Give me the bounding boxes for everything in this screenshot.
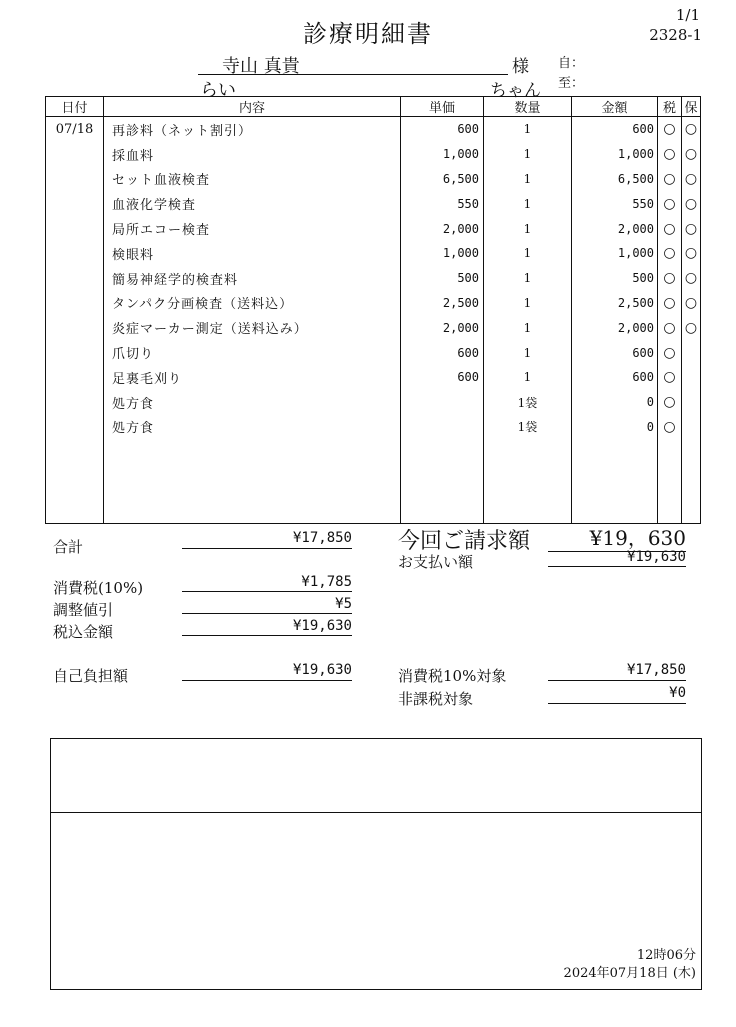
- nontax-label: 非課税対象: [398, 690, 474, 708]
- table-row: [46, 315, 701, 340]
- row-price: 2,500: [401, 291, 484, 316]
- row-amount: 1,000: [572, 142, 658, 167]
- table-row: [46, 291, 701, 316]
- row-ins-mark: ○: [682, 191, 701, 216]
- row-tax-mark: ○: [658, 142, 682, 167]
- row-qty: 1: [484, 315, 572, 340]
- owner-name-underline: [198, 74, 508, 75]
- row-price: 1,000: [401, 142, 484, 167]
- row-ins-mark: ○: [682, 266, 701, 291]
- row-date: [46, 415, 104, 440]
- issue-time: 12時06分: [636, 948, 696, 963]
- billed-label: 今回ご請求額: [398, 529, 531, 554]
- row-qty: 1: [484, 340, 572, 365]
- row-qty: 1: [484, 216, 572, 241]
- table-row: [46, 340, 701, 365]
- row-date: [46, 291, 104, 316]
- row-amount: 6,500: [572, 167, 658, 192]
- header-ins: 保: [682, 97, 701, 117]
- row-amount: 500: [572, 266, 658, 291]
- notes-divider: [50, 812, 702, 813]
- document-number: 2328-1: [649, 26, 702, 44]
- row-date: [46, 390, 104, 415]
- tax-value: ¥1,785: [182, 574, 352, 592]
- nontax-value: ¥0: [548, 685, 686, 704]
- row-amount: 2,500: [572, 291, 658, 316]
- row-qty: 1: [484, 117, 572, 142]
- table-row: [46, 415, 701, 440]
- owner-suffix: 様: [512, 57, 529, 77]
- row-price: [401, 415, 484, 440]
- table-row: [46, 191, 701, 216]
- row-price: 2,000: [401, 216, 484, 241]
- row-qty: 1: [484, 365, 572, 390]
- row-date: [46, 315, 104, 340]
- row-price: 550: [401, 191, 484, 216]
- subtotal-value: ¥17,850: [182, 530, 352, 549]
- table-row: [46, 241, 701, 266]
- table-row: [46, 390, 701, 415]
- row-amount: 550: [572, 191, 658, 216]
- row-amount: 600: [572, 117, 658, 142]
- row-desc: 局所エコー検査: [104, 216, 401, 241]
- taxable-value: ¥17,850: [548, 662, 686, 681]
- row-ins-mark: [682, 340, 701, 365]
- owner-name: 寺山 真貴: [222, 56, 300, 77]
- payment-value: ¥19,630: [548, 549, 686, 567]
- row-amount: 2,000: [572, 315, 658, 340]
- row-date: [46, 365, 104, 390]
- row-price: 2,000: [401, 315, 484, 340]
- row-desc: 足裏毛刈り: [104, 365, 401, 390]
- page-number: 1/1: [675, 6, 700, 24]
- row-date: [46, 167, 104, 192]
- row-amount: 1,000: [572, 241, 658, 266]
- row-amount: 0: [572, 415, 658, 440]
- row-tax-mark: ○: [658, 415, 682, 440]
- row-qty: 1袋: [484, 390, 572, 415]
- row-date: [46, 142, 104, 167]
- row-desc: 炎症マーカー測定（送料込み）: [104, 315, 401, 340]
- row-tax-mark: ○: [658, 291, 682, 316]
- row-qty: 1袋: [484, 415, 572, 440]
- taxable-label: 消費税10%対象: [398, 667, 507, 685]
- table-row: [46, 365, 701, 390]
- row-desc: 処方食: [104, 390, 401, 415]
- document-title: 診療明細書: [303, 20, 433, 48]
- row-date: [46, 340, 104, 365]
- filler-cell: [572, 439, 658, 524]
- adjust-label: 調整値引: [53, 601, 114, 619]
- row-date: [46, 216, 104, 241]
- row-date: 07/18: [46, 117, 104, 142]
- row-ins-mark: ○: [682, 167, 701, 192]
- row-ins-mark: [682, 415, 701, 440]
- row-amount: 0: [572, 390, 658, 415]
- filler-cell: [484, 439, 572, 524]
- row-ins-mark: [682, 365, 701, 390]
- filler-cell: [658, 439, 682, 524]
- row-price: 1,000: [401, 241, 484, 266]
- row-date: [46, 241, 104, 266]
- row-date: [46, 191, 104, 216]
- copay-value: ¥19,630: [182, 662, 352, 681]
- row-tax-mark: ○: [658, 340, 682, 365]
- row-ins-mark: ○: [682, 315, 701, 340]
- header-price: 単価: [401, 97, 484, 117]
- table-row: [46, 266, 701, 291]
- copay-label: 自己負担額: [53, 667, 129, 685]
- row-desc: 処方食: [104, 415, 401, 440]
- row-desc: 再診料（ネット割引）: [104, 117, 401, 142]
- period-to-label: 至：: [558, 76, 585, 91]
- filler-cell: [401, 439, 484, 524]
- row-ins-mark: ○: [682, 216, 701, 241]
- row-desc: 採血料: [104, 142, 401, 167]
- adjust-value: ¥5: [182, 596, 352, 614]
- row-price: 600: [401, 340, 484, 365]
- row-tax-mark: ○: [658, 390, 682, 415]
- subtotal-label: 合計: [53, 538, 84, 556]
- header-amount: 金額: [572, 97, 658, 117]
- row-qty: 1: [484, 241, 572, 266]
- table-header-row: [46, 97, 701, 117]
- row-desc: タンパク分画検査（送料込）: [104, 291, 401, 316]
- issue-date: 2024年07月18日 (木): [563, 966, 696, 981]
- row-tax-mark: ○: [658, 167, 682, 192]
- row-price: [401, 390, 484, 415]
- filler-cell: [682, 439, 701, 524]
- row-desc: セット血液検査: [104, 167, 401, 192]
- row-qty: 1: [484, 266, 572, 291]
- row-desc: 爪切り: [104, 340, 401, 365]
- billed-value: ¥19，630: [548, 522, 686, 552]
- tax-label: 消費税(10%): [53, 579, 144, 597]
- row-desc: 血液化学検査: [104, 191, 401, 216]
- row-amount: 600: [572, 340, 658, 365]
- row-price: 6,500: [401, 167, 484, 192]
- header-tax: 税: [658, 97, 682, 117]
- table-row: [46, 167, 701, 192]
- row-tax-mark: ○: [658, 365, 682, 390]
- pet-suffix: ちゃん: [490, 81, 541, 101]
- period-from-label: 自：: [558, 56, 585, 71]
- row-qty: 1: [484, 291, 572, 316]
- table-row: [46, 117, 701, 142]
- row-desc: 検眼料: [104, 241, 401, 266]
- row-tax-mark: ○: [658, 117, 682, 142]
- row-ins-mark: ○: [682, 241, 701, 266]
- row-tax-mark: ○: [658, 216, 682, 241]
- row-amount: 600: [572, 365, 658, 390]
- filler-cell: [104, 439, 401, 524]
- row-ins-mark: ○: [682, 291, 701, 316]
- row-qty: 1: [484, 167, 572, 192]
- row-ins-mark: [682, 390, 701, 415]
- payment-label: お支払い額: [398, 553, 474, 571]
- taxincl-label: 税込金額: [53, 623, 114, 641]
- row-price: 500: [401, 266, 484, 291]
- row-tax-mark: ○: [658, 315, 682, 340]
- row-qty: 1: [484, 142, 572, 167]
- table-row: [46, 216, 701, 241]
- row-ins-mark: ○: [682, 142, 701, 167]
- items-table: [45, 96, 701, 524]
- row-amount: 2,000: [572, 216, 658, 241]
- header-qty: 数量: [484, 97, 572, 117]
- header-date: 日付: [46, 97, 104, 117]
- row-price: 600: [401, 117, 484, 142]
- pet-name: らい: [200, 80, 236, 101]
- table-filler-row: [46, 439, 701, 524]
- row-desc: 簡易神経学的検査料: [104, 266, 401, 291]
- header-desc: 内容: [104, 97, 401, 117]
- row-date: [46, 266, 104, 291]
- notes-box: [50, 738, 702, 990]
- row-qty: 1: [484, 191, 572, 216]
- table-row: [46, 142, 701, 167]
- row-price: 600: [401, 365, 484, 390]
- filler-cell: [46, 439, 104, 524]
- row-tax-mark: ○: [658, 191, 682, 216]
- taxincl-value: ¥19,630: [182, 618, 352, 636]
- row-ins-mark: ○: [682, 117, 701, 142]
- row-tax-mark: ○: [658, 266, 682, 291]
- row-tax-mark: ○: [658, 241, 682, 266]
